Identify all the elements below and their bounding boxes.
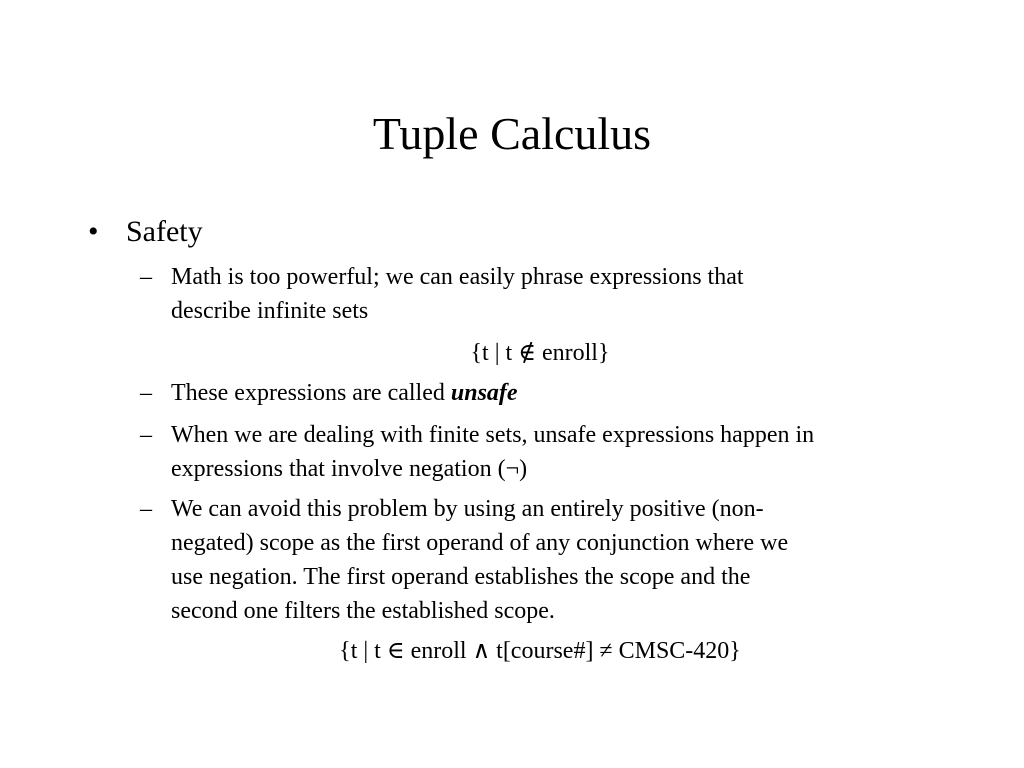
text-line: We can avoid this problem by using an entirely positive (non- [171,496,764,522]
formula-infinite-set: {t | t ∉ enroll} [470,340,610,366]
sub-item-text [171,418,941,486]
text-line: use negation. The first operand establishes the scope and the [171,564,751,590]
text-line: When we are dealing with finite sets, unsafe expressions happen in [171,422,815,448]
formula-safe-query: {t | t ∈ enroll ∧ t[course#] ≠ CMSC-420} [339,638,741,664]
text-line: Math is too powerful; we can easily phrase expressions that [171,264,744,290]
dash-marker: – [140,380,152,406]
text-line: second one filters the established scope. [171,598,555,624]
sub-item-text [171,492,941,628]
bullet-text: Safety [126,215,203,248]
dash-marker: – [140,496,152,522]
dash-marker: – [140,264,152,290]
text-prefix: These expressions are called [171,380,451,406]
sub-item-text [171,376,941,410]
bullet-marker: • [88,215,99,248]
slide-title: Tuple Calculus [372,108,652,159]
text-line: negated) scope as the first operand of any conjunction where we [171,530,789,556]
emphasis-unsafe: unsafe [450,380,518,406]
sub-item-text [171,260,941,328]
text-line [171,376,941,410]
text-line: expressions that involve negation (¬) [171,456,528,482]
dash-marker: – [140,422,152,448]
text-line: describe infinite sets [171,298,369,324]
